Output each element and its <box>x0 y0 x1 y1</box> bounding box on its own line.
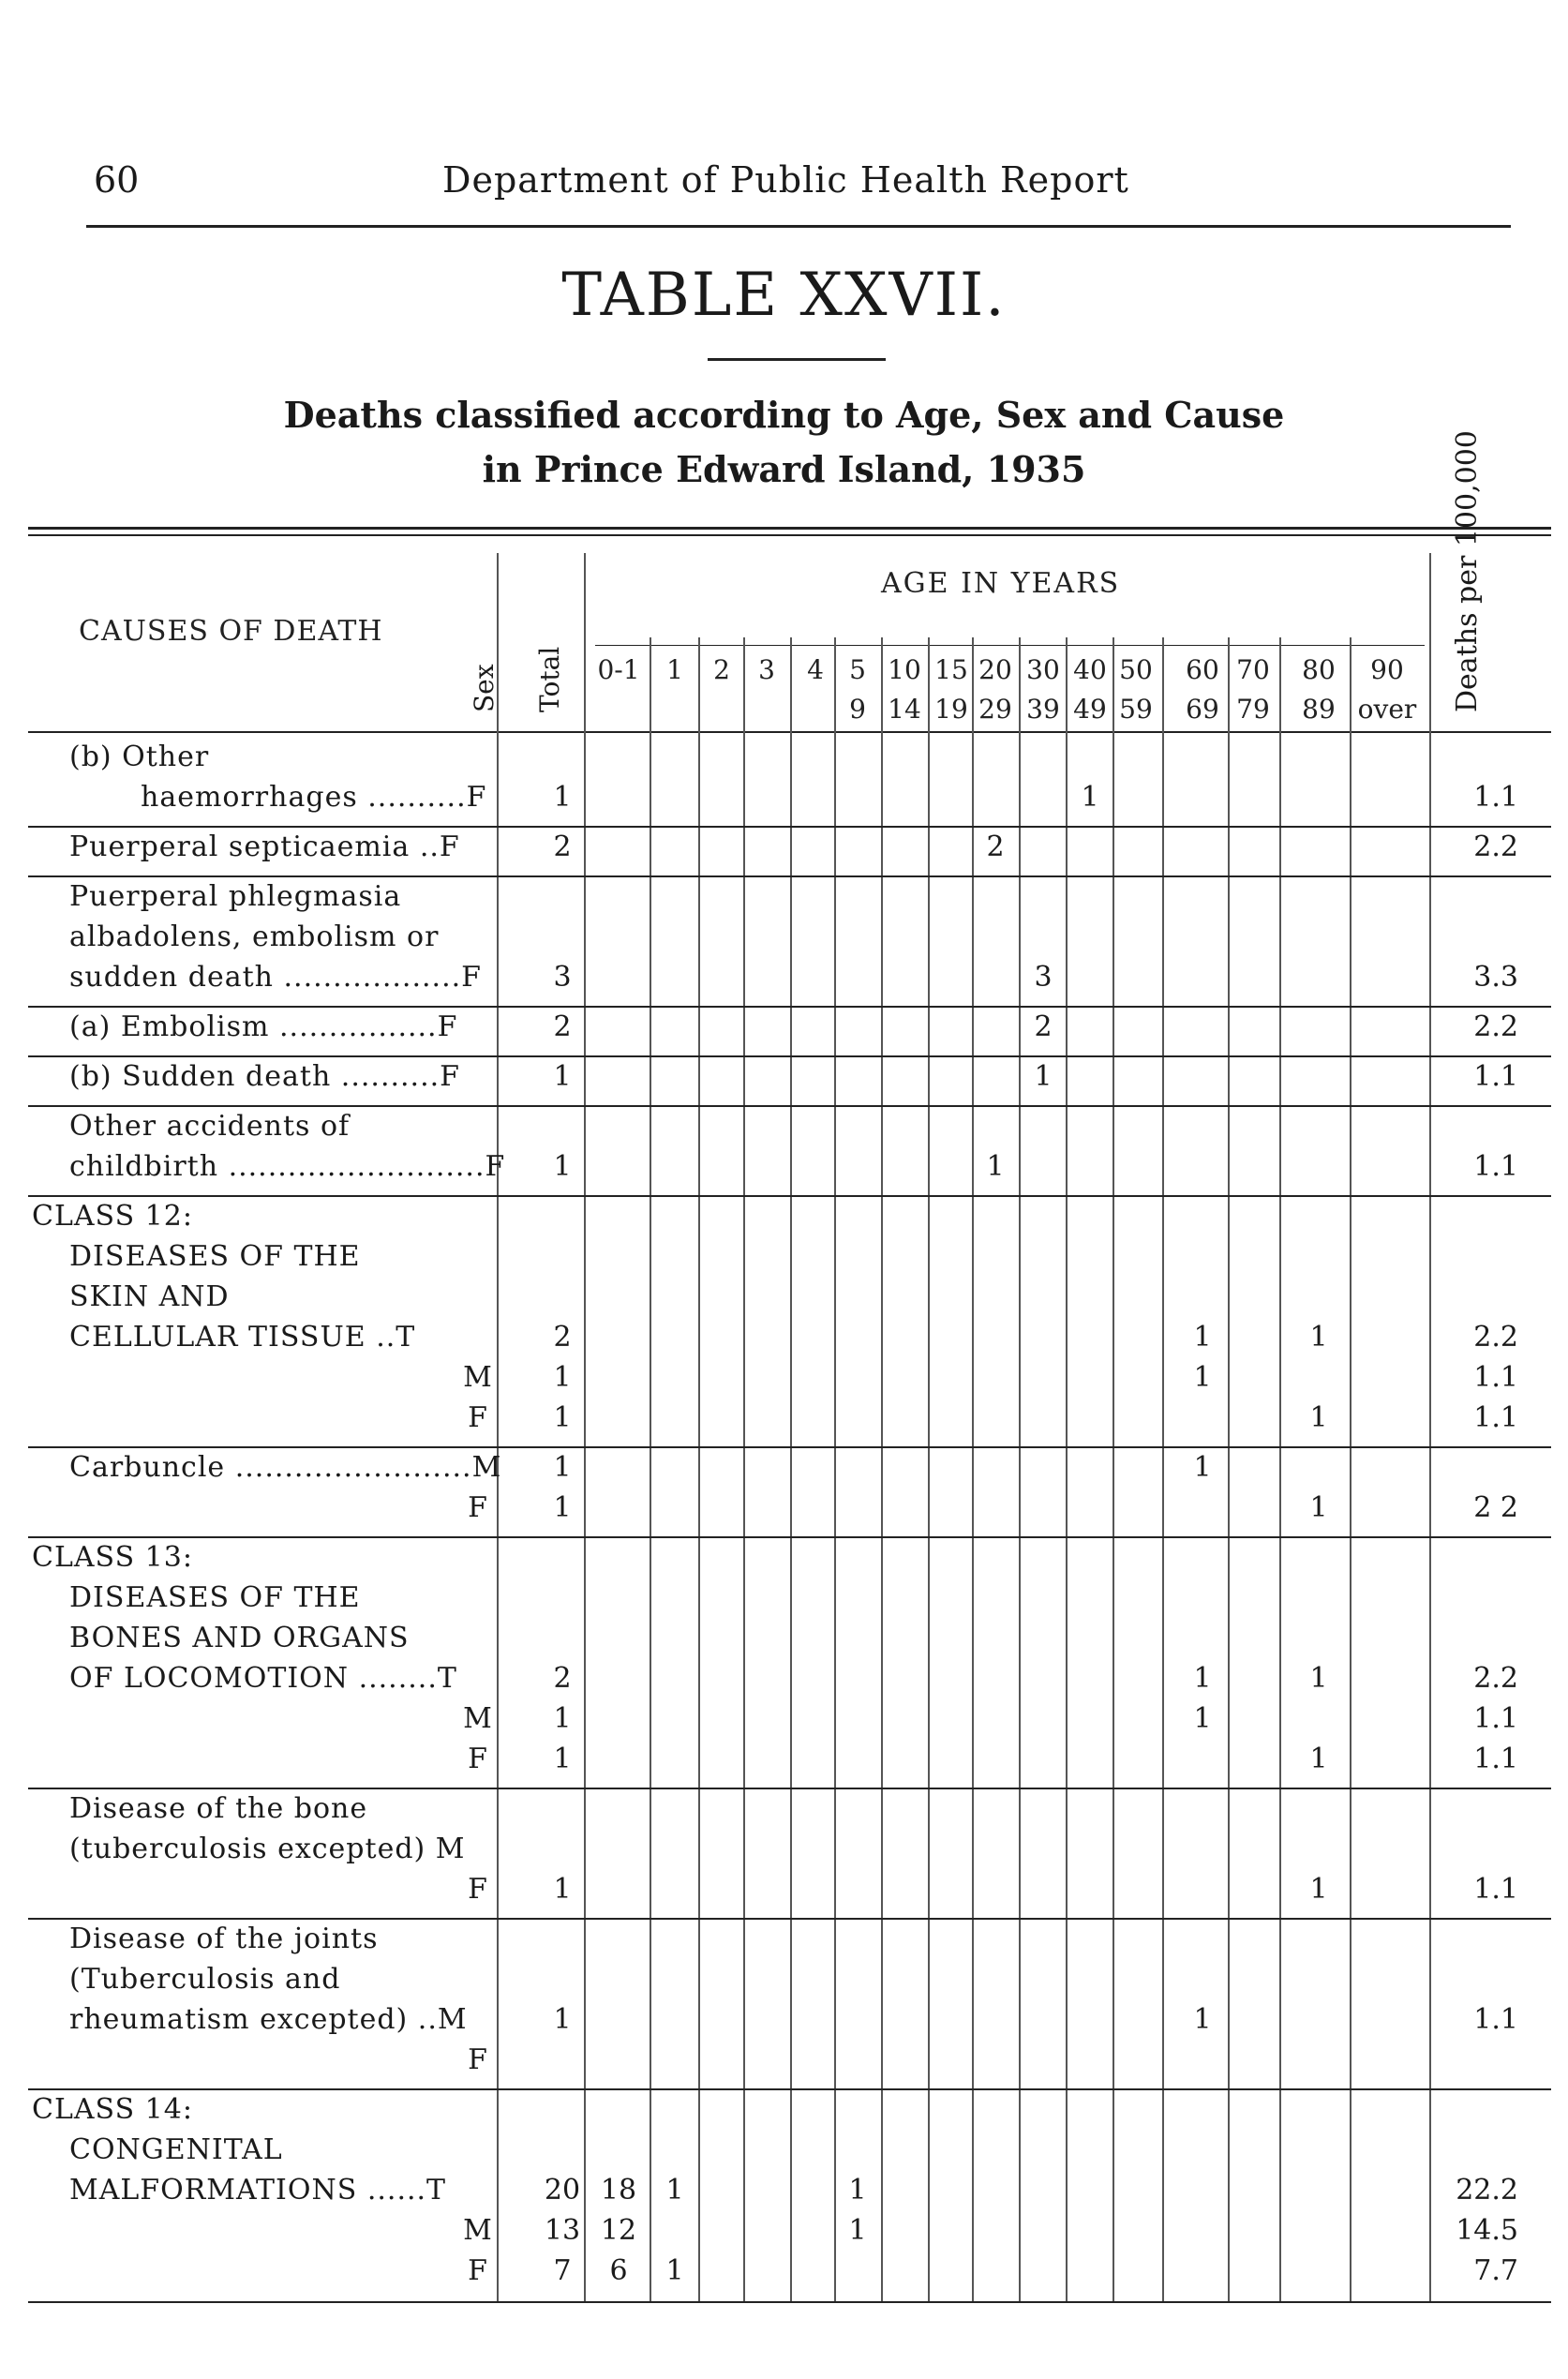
total-header: Total <box>534 646 565 712</box>
age-col-header-end: 69 <box>1186 694 1219 725</box>
age-col-header: 40 <box>1073 654 1107 685</box>
cause-text: Puerperal phlegmasia <box>69 880 402 913</box>
header-rule <box>86 225 1511 228</box>
table-rule <box>595 645 1425 646</box>
cause-text: Puerperal septicaemia ..F <box>69 830 460 863</box>
age-cell-value: 1 <box>1193 1662 1212 1695</box>
column-divider <box>881 637 883 2301</box>
total-value: 1 <box>553 1451 572 1484</box>
total-value: 2 <box>553 1321 572 1354</box>
age-cell-value: 1 <box>1193 1361 1212 1394</box>
age-in-years-header: AGE IN YEARS <box>881 567 1121 600</box>
age-col-header-end: 89 <box>1302 694 1336 725</box>
table-title: TABLE XXVII. <box>561 261 1007 330</box>
total-value: 13 <box>544 2214 581 2247</box>
column-divider <box>1162 637 1164 2301</box>
table-rule <box>28 1536 1551 1538</box>
rate-value: 2.2 <box>1473 1662 1518 1695</box>
total-value: 1 <box>553 1150 572 1183</box>
table-rule <box>28 534 1551 536</box>
age-col-header: 20 <box>978 654 1012 685</box>
age-col-header-end: over <box>1357 694 1417 725</box>
age-cell-value: 3 <box>1034 961 1053 994</box>
cause-text: DISEASES OF THE <box>69 1240 361 1273</box>
age-cell-value: 1 <box>665 2254 684 2287</box>
rate-value: 1.1 <box>1473 1702 1518 1735</box>
age-col-header: 2 <box>713 654 730 685</box>
cause-text: (b) Sudden death ..........F <box>69 1060 460 1093</box>
column-divider <box>1350 637 1351 2301</box>
cause-text: haemorrhages ..........F <box>141 781 487 814</box>
page-number: 60 <box>94 159 140 201</box>
total-value: 1 <box>553 1361 572 1394</box>
age-cell-value: 1 <box>1193 2003 1212 2036</box>
age-col-header-end: 49 <box>1073 694 1107 725</box>
title-rule <box>708 358 886 361</box>
age-cell-value: 1 <box>848 2214 867 2247</box>
cause-text: F <box>468 2043 488 2076</box>
age-col-header: 15 <box>934 654 968 685</box>
column-divider <box>1066 637 1068 2301</box>
rate-value: 2.2 <box>1473 1010 1518 1043</box>
column-divider <box>497 553 499 2301</box>
rate-header: Deaths per 100,000 <box>1451 430 1484 712</box>
rate-value: 1.1 <box>1473 2003 1518 2036</box>
table-rule <box>28 1055 1551 1057</box>
table-rule <box>28 2088 1551 2090</box>
age-col-header: 80 <box>1302 654 1336 685</box>
rate-value: 1.1 <box>1473 1873 1518 1906</box>
cause-text: Disease of the bone <box>69 1792 368 1825</box>
age-col-header: 50 <box>1119 654 1153 685</box>
cause-text: M <box>463 1702 493 1735</box>
column-divider <box>1279 637 1281 2301</box>
total-value: 2 <box>553 830 572 863</box>
rate-value: 1.1 <box>1473 781 1518 814</box>
total-value: 3 <box>553 961 572 994</box>
cause-text: childbirth ..........................F <box>69 1150 506 1183</box>
cause-text: CLASS 12: <box>32 1200 193 1233</box>
cause-text: F <box>468 1401 488 1434</box>
column-divider <box>1019 637 1021 2301</box>
cause-text: CLASS 14: <box>32 2093 193 2126</box>
rate-value: 1.1 <box>1473 1743 1518 1775</box>
cause-text: M <box>463 2214 493 2247</box>
column-divider <box>698 637 700 2301</box>
cause-text: MALFORMATIONS ......T <box>69 2174 447 2207</box>
rate-value: 1.1 <box>1473 1361 1518 1394</box>
age-cell-value: 12 <box>600 2214 637 2247</box>
age-cell-value: 1 <box>1309 1491 1328 1524</box>
age-col-header: 4 <box>807 654 824 685</box>
rate-value: 3.3 <box>1473 961 1518 994</box>
age-cell-value: 1 <box>1081 781 1099 814</box>
age-cell-value: 1 <box>1193 1702 1212 1735</box>
age-cell-value: 1 <box>1309 1662 1328 1695</box>
report-title: Department of Public Health Report <box>442 159 1129 201</box>
cause-text: M <box>463 1361 493 1394</box>
cause-text: sudden death ..................F <box>69 961 482 994</box>
column-divider <box>928 637 930 2301</box>
total-value: 1 <box>553 1491 572 1524</box>
cause-text: OF LOCOMOTION ........T <box>69 1662 457 1695</box>
table-rule <box>28 1105 1551 1107</box>
age-cell-value: 1 <box>1193 1451 1212 1484</box>
cause-text: (a) Embolism ................F <box>69 1010 458 1043</box>
cause-text: DISEASES OF THE <box>69 1581 361 1614</box>
cause-text: CELLULAR TISSUE ..T <box>69 1321 416 1354</box>
age-col-header: 60 <box>1186 654 1219 685</box>
total-value: 1 <box>553 781 572 814</box>
age-cell-value: 2 <box>986 830 1005 863</box>
column-divider <box>972 637 974 2301</box>
age-cell-value: 1 <box>1034 1060 1053 1093</box>
total-value: 1 <box>553 1743 572 1775</box>
cause-text: SKIN AND <box>69 1280 230 1313</box>
age-cell-value: 6 <box>609 2254 628 2287</box>
total-value: 1 <box>553 1873 572 1906</box>
subtitle-line-1: Deaths classified according to Age, Sex and Cause <box>283 394 1285 436</box>
age-col-header-end: 14 <box>888 694 921 725</box>
table-rule <box>28 826 1551 828</box>
rate-value: 7.7 <box>1473 2254 1518 2287</box>
age-col-header: 0-1 <box>597 654 640 685</box>
age-cell-value: 1 <box>1309 1873 1328 1906</box>
cause-text: F <box>468 1873 488 1906</box>
cause-text: Disease of the joints <box>69 1923 379 1955</box>
age-col-header: 30 <box>1026 654 1060 685</box>
table-rule <box>28 1195 1551 1197</box>
age-cell-value: 2 <box>1034 1010 1053 1043</box>
rate-value: 2.2 <box>1473 830 1518 863</box>
cause-text: Other accidents of <box>69 1110 351 1143</box>
age-col-header-end: 29 <box>978 694 1012 725</box>
age-col-header: 90 <box>1370 654 1404 685</box>
rate-value: 1.1 <box>1473 1060 1518 1093</box>
age-cell-value: 1 <box>848 2174 867 2207</box>
table-rule <box>28 2301 1551 2303</box>
cause-text: F <box>468 1491 488 1524</box>
age-cell-value: 1 <box>1309 1743 1328 1775</box>
age-col-header: 3 <box>758 654 775 685</box>
table-rule <box>28 1918 1551 1920</box>
running-head <box>86 159 1511 216</box>
age-cell-value: 1 <box>1193 1321 1212 1354</box>
table-rule <box>28 1446 1551 1448</box>
total-value: 2 <box>553 1662 572 1695</box>
age-col-header: 5 <box>849 654 866 685</box>
cause-text: (Tuberculosis and <box>69 1963 341 1996</box>
sex-header: Sex <box>469 664 500 712</box>
column-divider <box>1113 637 1114 2301</box>
age-cell-value: 1 <box>665 2174 684 2207</box>
cause-text: BONES AND ORGANS <box>69 1622 410 1654</box>
cause-text: CONGENITAL <box>69 2133 283 2166</box>
age-col-header-end: 9 <box>849 694 866 725</box>
age-cell-value: 1 <box>986 1150 1005 1183</box>
age-cell-value: 1 <box>1309 1321 1328 1354</box>
column-divider <box>743 637 745 2301</box>
column-divider <box>650 637 651 2301</box>
subtitle-line-2: in Prince Edward Island, 1935 <box>482 448 1086 490</box>
table-rule <box>28 1006 1551 1008</box>
cause-text: F <box>468 2254 488 2287</box>
age-col-header: 70 <box>1236 654 1270 685</box>
total-value: 1 <box>553 1060 572 1093</box>
cause-text: albadolens, embolism or <box>69 920 440 953</box>
table-rule <box>28 1788 1551 1789</box>
age-col-header-end: 79 <box>1236 694 1270 725</box>
age-col-header-end: 39 <box>1026 694 1060 725</box>
total-value: 7 <box>553 2254 572 2287</box>
cause-text: rheumatism excepted) ..M <box>69 2003 468 2036</box>
total-value: 20 <box>544 2174 581 2207</box>
age-cell-value: 1 <box>1309 1401 1328 1434</box>
age-cell-value: 18 <box>600 2174 637 2207</box>
rate-value: 1.1 <box>1473 1401 1518 1434</box>
rate-value: 14.5 <box>1456 2214 1518 2247</box>
total-value: 1 <box>553 1401 572 1434</box>
cause-text: (b) Other <box>69 741 210 773</box>
rate-value: 1.1 <box>1473 1150 1518 1183</box>
column-divider <box>834 637 836 2301</box>
cause-text: F <box>468 1743 488 1775</box>
age-col-header: 1 <box>666 654 683 685</box>
cause-text: Carbuncle ........................M <box>69 1451 502 1484</box>
cause-text: (tuberculosis excepted) M <box>69 1833 466 1865</box>
column-divider <box>790 637 792 2301</box>
age-col-header: 10 <box>888 654 921 685</box>
total-value: 1 <box>553 2003 572 2036</box>
rate-value: 22.2 <box>1456 2174 1518 2207</box>
total-value: 1 <box>553 1702 572 1735</box>
table-rule <box>28 875 1551 877</box>
causes-header: CAUSES OF DEATH <box>79 615 383 648</box>
table-rule <box>28 527 1551 530</box>
rate-value: 2.2 <box>1473 1321 1518 1354</box>
rate-value: 2 2 <box>1473 1491 1518 1524</box>
total-value: 2 <box>553 1010 572 1043</box>
age-col-header-end: 59 <box>1119 694 1153 725</box>
age-col-header-end: 19 <box>934 694 968 725</box>
cause-text: CLASS 13: <box>32 1541 193 1574</box>
